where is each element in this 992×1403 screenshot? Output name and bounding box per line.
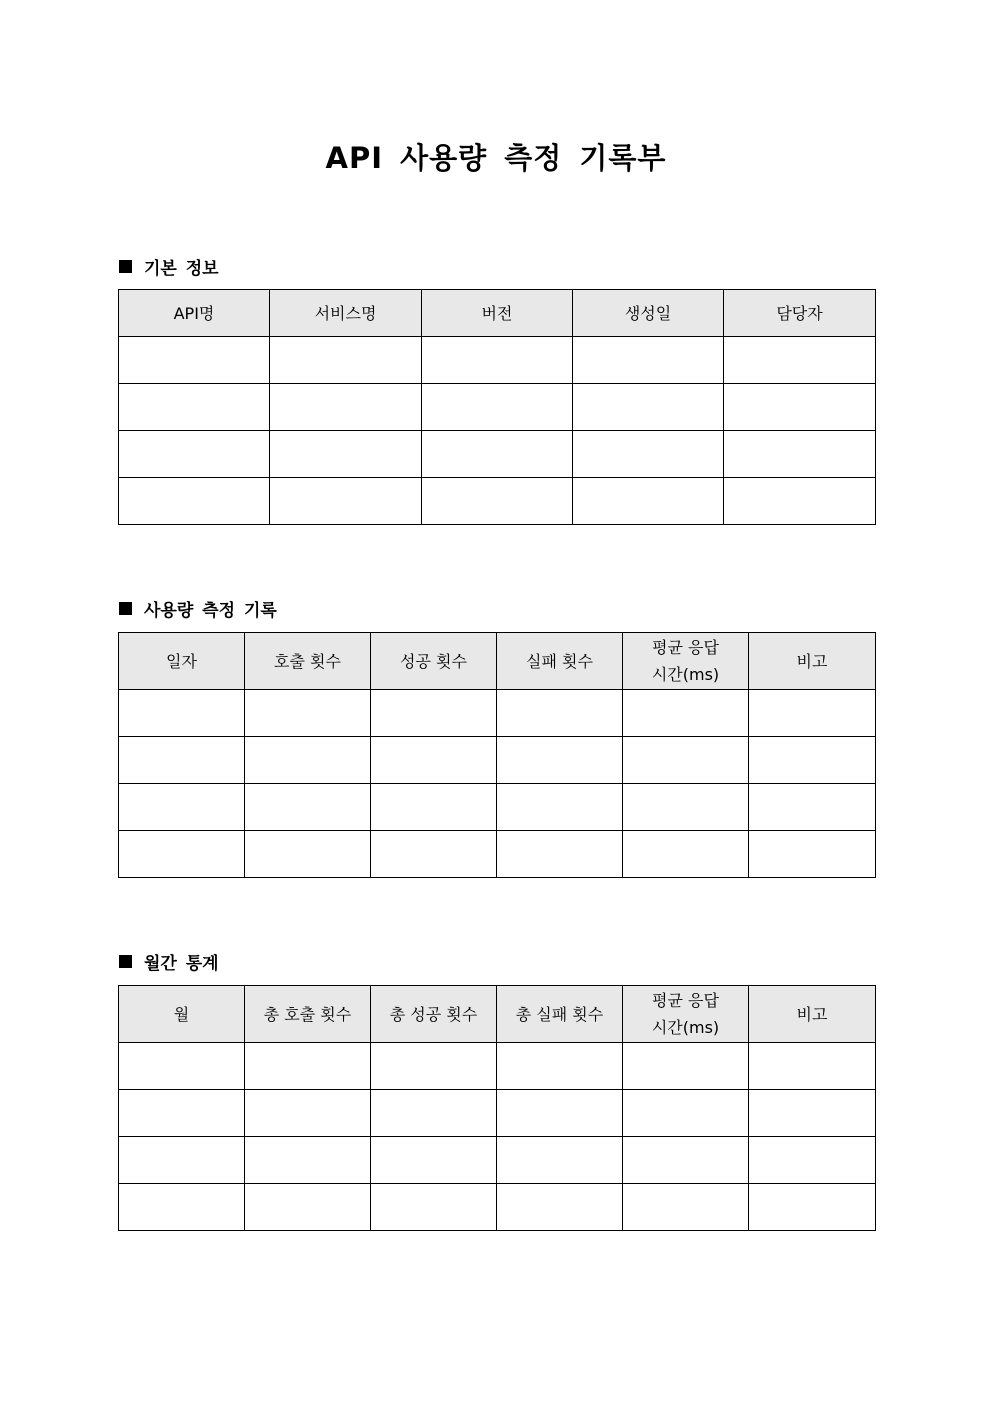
table-cell[interactable] [623,1090,749,1137]
basic-info-table [118,289,876,525]
table-row [119,690,876,737]
table-cell[interactable] [623,690,749,737]
table-cell[interactable] [371,1184,497,1231]
table-cell[interactable] [245,784,371,831]
table-cell[interactable] [497,737,623,784]
column-header-remarks: 비고 [749,633,876,690]
table-cell[interactable] [422,431,573,478]
column-header-remarks: 비고 [749,986,876,1043]
table-cell[interactable] [119,431,270,478]
column-header-created-date: 생성일 [573,290,724,337]
table-cell[interactable] [724,337,876,384]
table-cell[interactable] [119,337,270,384]
table-cell[interactable] [119,690,245,737]
table-cell[interactable] [119,1184,245,1231]
table-cell[interactable] [724,431,876,478]
table-cell[interactable] [119,384,270,431]
column-header-avg-response-time [623,633,749,690]
table-row [119,431,876,478]
table-cell[interactable] [245,1137,371,1184]
table-cell[interactable] [497,1043,623,1090]
column-header-date: 일자 [119,633,245,690]
section-heading-monthly-stats [119,949,219,974]
table-cell[interactable] [749,1043,876,1090]
column-header-total-calls: 총 호출 횟수 [245,986,371,1043]
table-cell[interactable] [623,737,749,784]
table-cell[interactable] [422,337,573,384]
table-cell[interactable] [245,1090,371,1137]
table-cell[interactable] [422,384,573,431]
table-row [119,478,876,525]
table-cell[interactable] [749,1184,876,1231]
table-cell[interactable] [573,337,724,384]
table-cell[interactable] [749,737,876,784]
table-cell[interactable] [749,784,876,831]
monthly-stats-table [118,985,876,1231]
column-header-avg-response-time [623,986,749,1043]
table-row [119,784,876,831]
square-bullet-icon [119,955,132,968]
document-title: API 사용량 측정 기록부 [325,141,667,175]
table-cell[interactable] [497,690,623,737]
column-header-success-count: 성공 횟수 [371,633,497,690]
column-header-owner: 담당자 [724,290,876,337]
column-header-api-name: API명 [119,290,270,337]
table-cell[interactable] [245,690,371,737]
table-cell[interactable] [623,1184,749,1231]
section-heading-label: 사용량 측정 기록 [144,601,277,621]
table-cell[interactable] [623,831,749,878]
column-header-failure-count: 실패 횟수 [497,633,623,690]
table-cell[interactable] [497,1090,623,1137]
table-cell[interactable] [371,690,497,737]
table-cell[interactable] [371,1137,497,1184]
table-cell[interactable] [371,831,497,878]
column-header-total-success: 총 성공 횟수 [371,986,497,1043]
section-heading-usage-records [119,596,277,621]
column-header-total-failure: 총 실패 횟수 [497,986,623,1043]
table-cell[interactable] [119,831,245,878]
column-header-month: 월 [119,986,245,1043]
column-header-call-count: 호출 횟수 [245,633,371,690]
table-header-row [119,633,876,690]
table-cell[interactable] [119,1090,245,1137]
table-cell[interactable] [245,831,371,878]
table-cell[interactable] [119,478,270,525]
table-row [119,1043,876,1090]
header-label: 평균 응답 시간(ms) [651,991,720,1037]
section-heading-label: 기본 정보 [144,259,219,279]
table-cell[interactable] [573,431,724,478]
table-cell[interactable] [749,1090,876,1137]
table-row [119,1184,876,1231]
column-header-service-name: 서비스명 [270,290,422,337]
header-label: 평균 응답 시간(ms) [651,638,720,684]
table-header-row [119,290,876,337]
column-header-version: 버전 [422,290,573,337]
table-cell[interactable] [371,737,497,784]
section-heading-basic-info [119,254,219,279]
table-row [119,831,876,878]
usage-records-table [118,632,876,878]
table-cell[interactable] [497,1137,623,1184]
table-cell[interactable] [245,1184,371,1231]
table-cell[interactable] [623,784,749,831]
table-cell[interactable] [497,784,623,831]
square-bullet-icon [119,260,132,273]
table-cell[interactable] [497,1184,623,1231]
table-cell[interactable] [270,478,422,525]
table-cell[interactable] [749,1137,876,1184]
table-cell[interactable] [119,1137,245,1184]
table-row [119,1090,876,1137]
table-row [119,1137,876,1184]
table-cell[interactable] [371,1043,497,1090]
table-cell[interactable] [573,384,724,431]
table-cell[interactable] [371,784,497,831]
table-cell[interactable] [270,337,422,384]
table-cell[interactable] [623,1137,749,1184]
table-row [119,737,876,784]
table-cell[interactable] [724,478,876,525]
table-cell[interactable] [749,831,876,878]
table-cell[interactable] [623,1043,749,1090]
table-cell[interactable] [422,478,573,525]
table-cell[interactable] [119,784,245,831]
table-cell[interactable] [245,737,371,784]
table-cell[interactable] [245,1043,371,1090]
table-cell[interactable] [119,1043,245,1090]
table-cell[interactable] [270,384,422,431]
square-bullet-icon [119,602,132,615]
table-cell[interactable] [371,1090,497,1137]
table-cell[interactable] [749,690,876,737]
table-cell[interactable] [119,737,245,784]
table-header-row [119,986,876,1043]
section-heading-label: 월간 통계 [144,954,219,974]
table-row [119,337,876,384]
table-cell[interactable] [573,478,724,525]
table-row [119,384,876,431]
table-cell[interactable] [270,431,422,478]
table-cell[interactable] [724,384,876,431]
table-cell[interactable] [497,831,623,878]
